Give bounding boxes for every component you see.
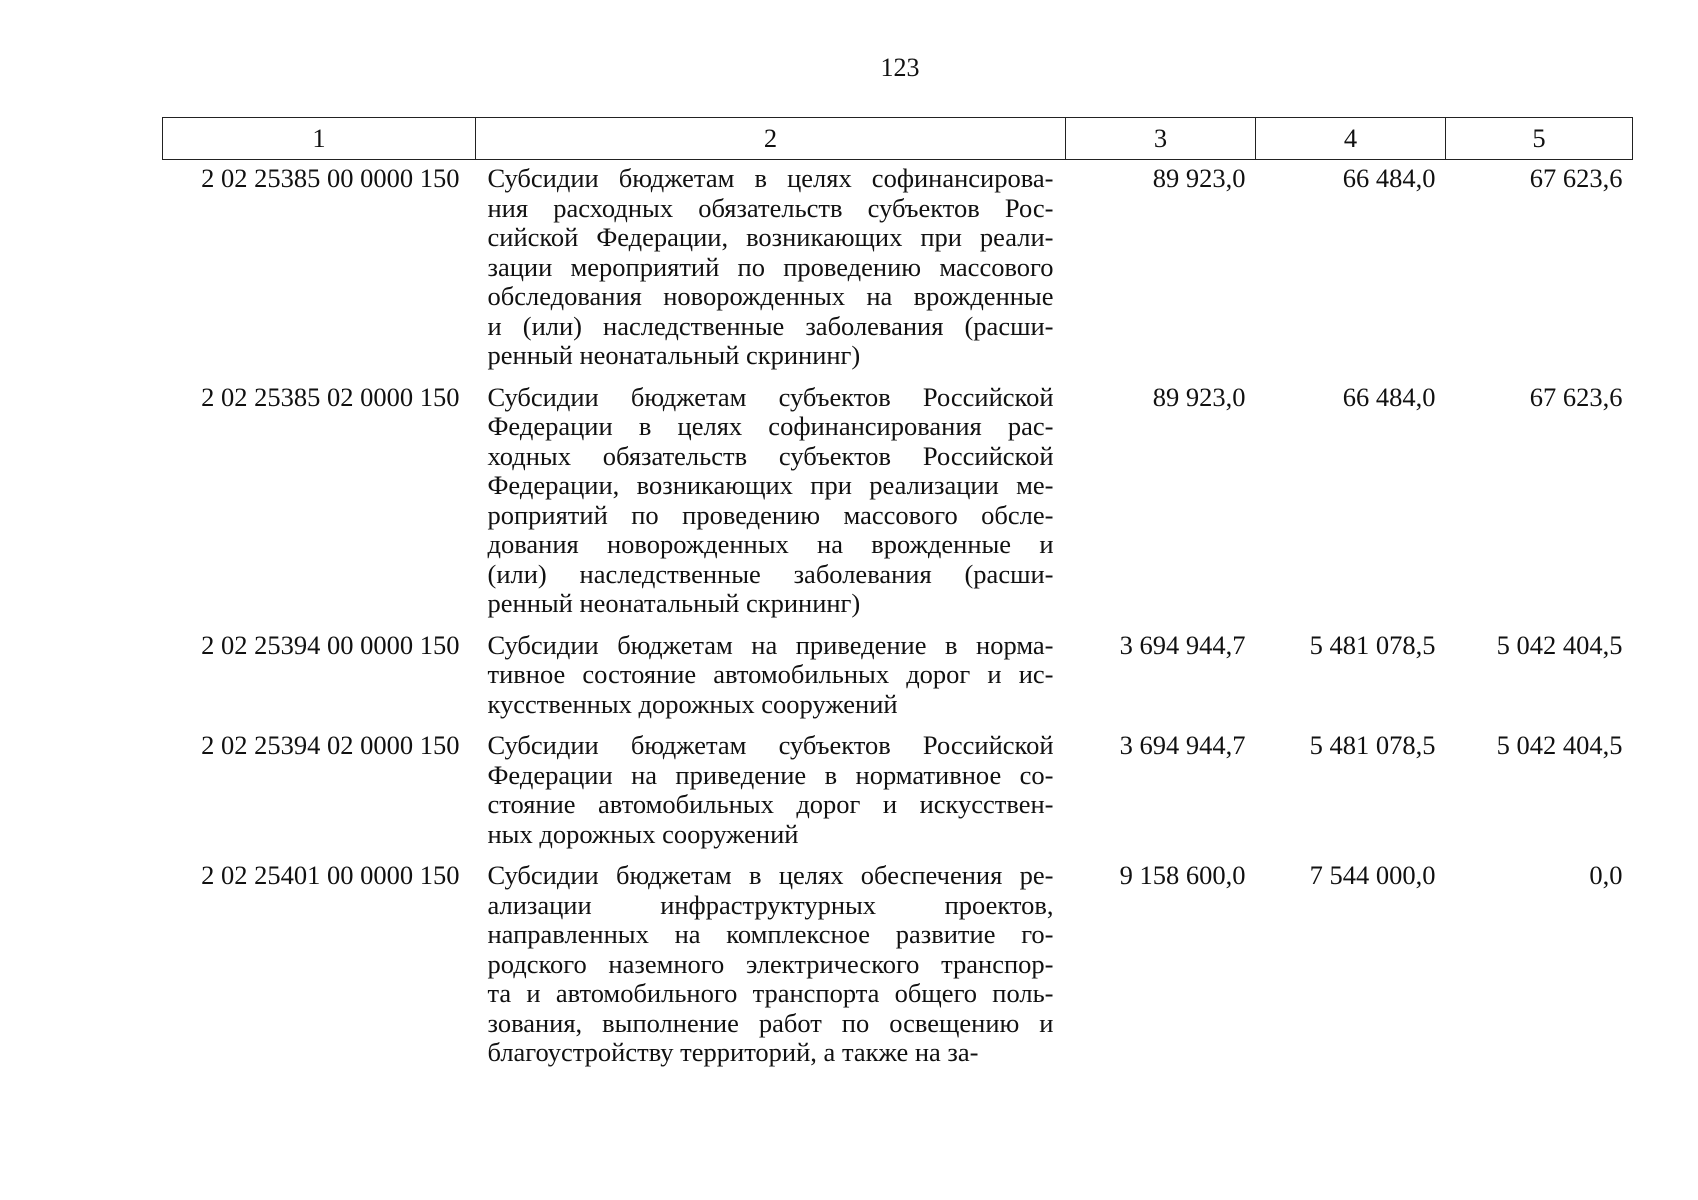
row-amount-3: 9 158 600,0 <box>1119 860 1246 890</box>
description-line: дования новорожденных на врожденные и <box>487 529 1054 559</box>
page-number: 123 <box>880 53 920 82</box>
row-code: 2 02 25394 00 0000 150 <box>201 629 460 660</box>
row-description <box>476 861 1066 1080</box>
row-amount-4: 66 484,0 <box>1342 163 1436 193</box>
description-line: Федерации в целях софинансирования рас- <box>487 411 1054 441</box>
column-header-3: 3 <box>1066 118 1256 160</box>
column-header-5: 5 <box>1446 118 1633 160</box>
description-line: Субсидии бюджетам в целях обеспечения ре- <box>487 860 1054 890</box>
row-description <box>476 731 1066 861</box>
budget-table <box>162 117 1633 1080</box>
description-line: ализации инфраструктурных проектов, <box>487 889 1054 920</box>
row-description <box>476 631 1066 732</box>
description-line: та и автомобильного транспорта общего поль- <box>487 978 1054 1008</box>
description-line: стояние автомобильных дорог и искусствен- <box>487 789 1054 819</box>
description-line: родского наземного электрического транспор- <box>487 948 1054 979</box>
description-line: роприятий по проведению массового обсле- <box>487 499 1054 530</box>
table-row <box>163 631 1633 732</box>
description-line: сийской Федерации, возникающих при реали- <box>487 222 1054 252</box>
row-code: 2 02 25394 02 0000 150 <box>201 730 460 760</box>
table-row <box>163 160 1633 383</box>
description-line: ния расходных обязательств субъектов Рос- <box>487 192 1054 223</box>
description-line: ренный неонатальный скрининг) <box>487 340 861 370</box>
description-line: обследования новорожденных на врожденные <box>487 281 1054 311</box>
table-row <box>163 731 1633 861</box>
description-line: ренный неонатальный скрининг) <box>487 588 861 618</box>
description-line: Федерации, возникающих при реализации ме- <box>487 470 1054 500</box>
description-line: Субсидии бюджетам в целях софинансирова- <box>487 163 1054 193</box>
description-line: благоустройству территорий, а также на за- <box>487 1037 979 1067</box>
description-line: Субсидии бюджетам на приведение в норма- <box>487 629 1054 660</box>
description-line: и (или) наследственные заболевания (расши- <box>487 310 1054 341</box>
description-line: направленных на комплексное развитие го- <box>487 919 1054 949</box>
column-header-1: 1 <box>163 118 476 160</box>
row-code: 2 02 25385 02 0000 150 <box>201 381 460 412</box>
row-amount-3: 89 923,0 <box>1152 381 1246 412</box>
row-amount-3: 3 694 944,7 <box>1119 730 1246 760</box>
row-amount-5: 0,0 <box>1589 860 1623 890</box>
row-code: 2 02 25385 00 0000 150 <box>201 163 460 193</box>
row-amount-4: 7 544 000,0 <box>1309 860 1436 890</box>
row-amount-5: 67 623,6 <box>1529 163 1623 193</box>
description-line: (или) наследственные заболевания (расши- <box>487 558 1054 589</box>
row-amount-4: 5 481 078,5 <box>1309 629 1436 660</box>
table-header-row <box>163 118 1633 160</box>
row-code: 2 02 25401 00 0000 150 <box>201 860 460 890</box>
description-line: Субсидии бюджетам субъектов Российской <box>487 381 1054 412</box>
column-header-4: 4 <box>1256 118 1446 160</box>
row-amount-5: 67 623,6 <box>1529 381 1623 412</box>
description-line: тивное состояние автомобильных дорог и ис- <box>487 659 1054 689</box>
description-line: ходных обязательств субъектов Российской <box>487 440 1054 471</box>
table-row <box>163 383 1633 631</box>
row-amount-4: 66 484,0 <box>1342 381 1436 412</box>
row-amount-5: 5 042 404,5 <box>1496 730 1623 760</box>
row-amount-4: 5 481 078,5 <box>1309 730 1436 760</box>
description-line: Федерации на приведение в нормативное со- <box>487 759 1054 790</box>
row-amount-5: 5 042 404,5 <box>1496 629 1623 660</box>
description-line: Субсидии бюджетам субъектов Российской <box>487 730 1054 760</box>
description-line: кусственных дорожных сооружений <box>487 688 898 719</box>
description-line: зования, выполнение работ по освещению и <box>487 1007 1054 1038</box>
row-amount-3: 89 923,0 <box>1152 163 1246 193</box>
row-description <box>476 383 1066 631</box>
description-line: зации мероприятий по проведению массового <box>487 251 1054 282</box>
table-body <box>163 160 1633 1080</box>
row-description <box>476 160 1066 383</box>
column-header-2: 2 <box>476 118 1066 160</box>
table-row <box>163 861 1633 1080</box>
description-line: ных дорожных сооружений <box>487 818 799 849</box>
row-amount-3: 3 694 944,7 <box>1119 629 1246 660</box>
